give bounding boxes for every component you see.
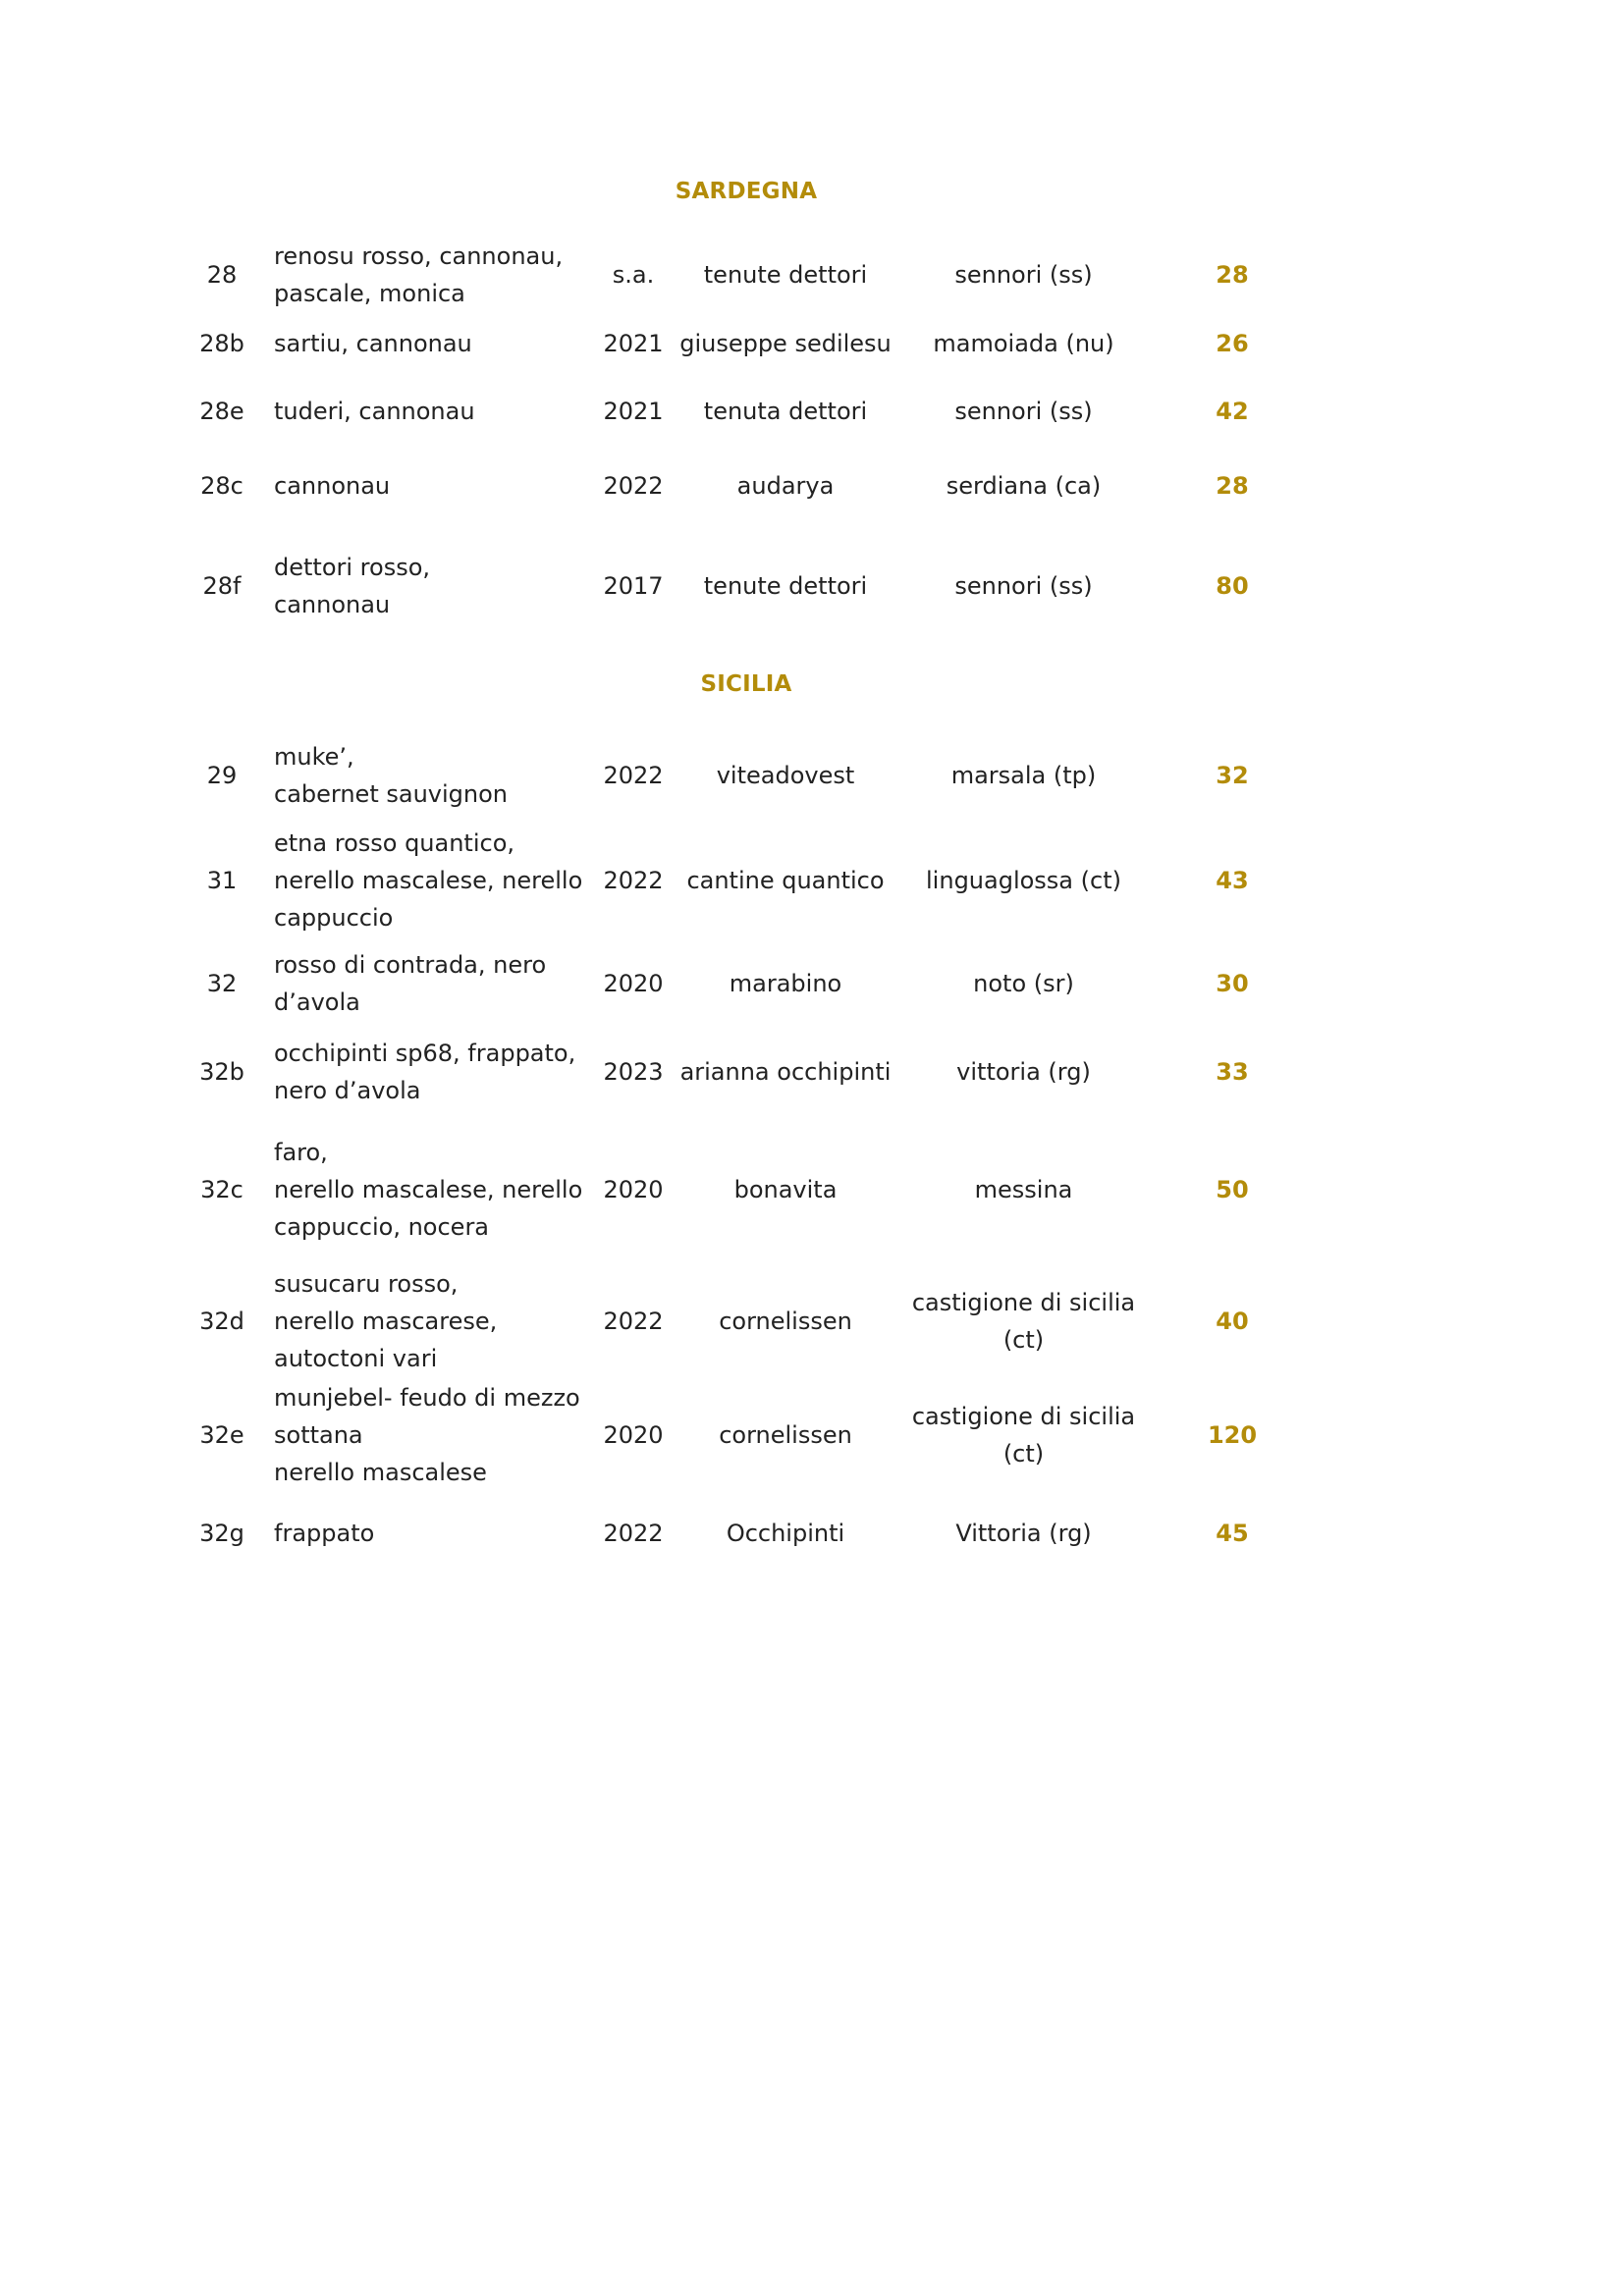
wine-price: 42 bbox=[1216, 398, 1249, 425]
wine-row bbox=[0, 466, 1624, 506]
wine-location: castigione di sicilia (ct) bbox=[911, 1403, 1136, 1468]
wine-code: 28c bbox=[200, 472, 244, 500]
wine-year: 2020 bbox=[603, 1176, 664, 1203]
wine-price: 32 bbox=[1216, 762, 1249, 789]
wine-price: 40 bbox=[1216, 1308, 1249, 1335]
wine-code: 32b bbox=[199, 1058, 244, 1086]
wine-producer: marabino bbox=[729, 970, 842, 997]
wine-row bbox=[0, 1033, 1624, 1111]
wine-name: dettori rosso, cannonau bbox=[274, 554, 431, 618]
wine-row bbox=[0, 1132, 1624, 1248]
wine-location: sennori (ss) bbox=[954, 261, 1093, 289]
wine-producer: viteadovest bbox=[716, 762, 855, 789]
wine-row bbox=[0, 1263, 1624, 1379]
wine-name: cannonau bbox=[274, 472, 391, 500]
wine-price: 26 bbox=[1216, 330, 1249, 357]
section-title-sicilia: SICILIA bbox=[700, 671, 792, 697]
wine-name: tuderi, cannonau bbox=[274, 398, 475, 425]
wine-name: faro, nerello mascalese, nerello cappuccio, nocera bbox=[274, 1139, 583, 1241]
wine-price: 50 bbox=[1216, 1176, 1249, 1203]
wine-producer: bonavita bbox=[733, 1176, 838, 1203]
wine-name: sartiu, cannonau bbox=[274, 330, 472, 357]
wine-year: 2022 bbox=[603, 867, 664, 894]
wine-location: mamoiada (nu) bbox=[933, 330, 1114, 357]
wine-name: renosu rosso, cannonau, pascale, monica bbox=[274, 242, 564, 307]
wine-price: 30 bbox=[1216, 970, 1249, 997]
wine-code: 28e bbox=[199, 398, 244, 425]
wine-year: 2022 bbox=[603, 1308, 664, 1335]
wine-year: 2022 bbox=[603, 472, 664, 500]
wine-name: muke’, cabernet sauvignon bbox=[274, 743, 508, 808]
wine-location: sennori (ss) bbox=[954, 572, 1093, 600]
wine-row bbox=[0, 1377, 1624, 1493]
wine-year: 2021 bbox=[603, 398, 664, 425]
wine-code: 32e bbox=[199, 1421, 244, 1449]
wine-price: 80 bbox=[1216, 572, 1249, 600]
wine-price: 120 bbox=[1207, 1421, 1258, 1449]
wine-producer: giuseppe sedilesu bbox=[679, 330, 892, 357]
wine-row bbox=[0, 1514, 1624, 1553]
wine-price: 28 bbox=[1216, 472, 1249, 500]
wine-row bbox=[0, 392, 1624, 431]
wine-year: 2021 bbox=[603, 330, 664, 357]
wine-year: 2022 bbox=[603, 762, 664, 789]
wine-location: marsala (tp) bbox=[950, 762, 1097, 789]
wine-name: munjebel- feudo di mezzo sottana nerello mascalese bbox=[274, 1384, 580, 1486]
wine-code: 32g bbox=[199, 1520, 244, 1547]
wine-code: 28 bbox=[206, 261, 238, 289]
wine-price: 28 bbox=[1216, 261, 1249, 289]
wine-year: 2022 bbox=[603, 1520, 664, 1547]
wine-code: 29 bbox=[206, 762, 238, 789]
wine-name: occhipinti sp68, frappato, nero d’avola bbox=[274, 1040, 576, 1104]
wine-name: etna rosso quantico, nerello mascalese, nerello cappuccio bbox=[274, 829, 583, 932]
wine-producer: cantine quantico bbox=[686, 867, 885, 894]
wine-name: rosso di contrada, nero d’avola bbox=[274, 951, 547, 1016]
wine-location: castigione di sicilia (ct) bbox=[911, 1289, 1136, 1354]
wine-year: 2020 bbox=[603, 970, 664, 997]
wine-price: 43 bbox=[1216, 867, 1249, 894]
wine-name: susucaru rosso, nerello mascarese, autoctoni vari bbox=[274, 1270, 498, 1372]
wine-producer: Occhipinti bbox=[726, 1520, 845, 1547]
wine-code: 32c bbox=[200, 1176, 244, 1203]
wine-year: 2023 bbox=[603, 1058, 664, 1086]
wine-location: messina bbox=[974, 1176, 1073, 1203]
wine-price: 33 bbox=[1216, 1058, 1249, 1086]
wine-code: 28f bbox=[202, 572, 242, 600]
wine-location: noto (sr) bbox=[973, 970, 1074, 997]
section-title-sardegna: SARDEGNA bbox=[675, 179, 818, 204]
wine-row bbox=[0, 944, 1624, 1023]
wine-year: s.a. bbox=[612, 261, 655, 289]
wine-code: 28b bbox=[199, 330, 244, 357]
wine-location: sennori (ss) bbox=[954, 398, 1093, 425]
wine-producer: arianna occhipinti bbox=[679, 1058, 892, 1086]
wine-code: 31 bbox=[206, 867, 238, 894]
wine-name: frappato bbox=[274, 1520, 375, 1547]
wine-producer: audarya bbox=[736, 472, 835, 500]
wine-row bbox=[0, 736, 1624, 815]
wine-producer: cornelissen bbox=[719, 1421, 852, 1449]
wine-location: Vittoria (rg) bbox=[955, 1520, 1092, 1547]
wine-row bbox=[0, 236, 1624, 314]
wine-producer: tenuta dettori bbox=[703, 398, 868, 425]
wine-row bbox=[0, 547, 1624, 625]
wine-location: serdiana (ca) bbox=[946, 472, 1102, 500]
wine-producer: cornelissen bbox=[719, 1308, 852, 1335]
wine-year: 2020 bbox=[603, 1421, 664, 1449]
wine-producer: tenute dettori bbox=[703, 572, 868, 600]
wine-location: vittoria (rg) bbox=[956, 1058, 1091, 1086]
wine-producer: tenute dettori bbox=[703, 261, 868, 289]
wine-row bbox=[0, 324, 1624, 363]
wine-code: 32d bbox=[199, 1308, 244, 1335]
wine-code: 32 bbox=[206, 970, 238, 997]
wine-location: linguaglossa (ct) bbox=[926, 867, 1121, 894]
wine-price: 45 bbox=[1216, 1520, 1249, 1547]
wine-year: 2017 bbox=[603, 572, 664, 600]
wine-row bbox=[0, 823, 1624, 938]
